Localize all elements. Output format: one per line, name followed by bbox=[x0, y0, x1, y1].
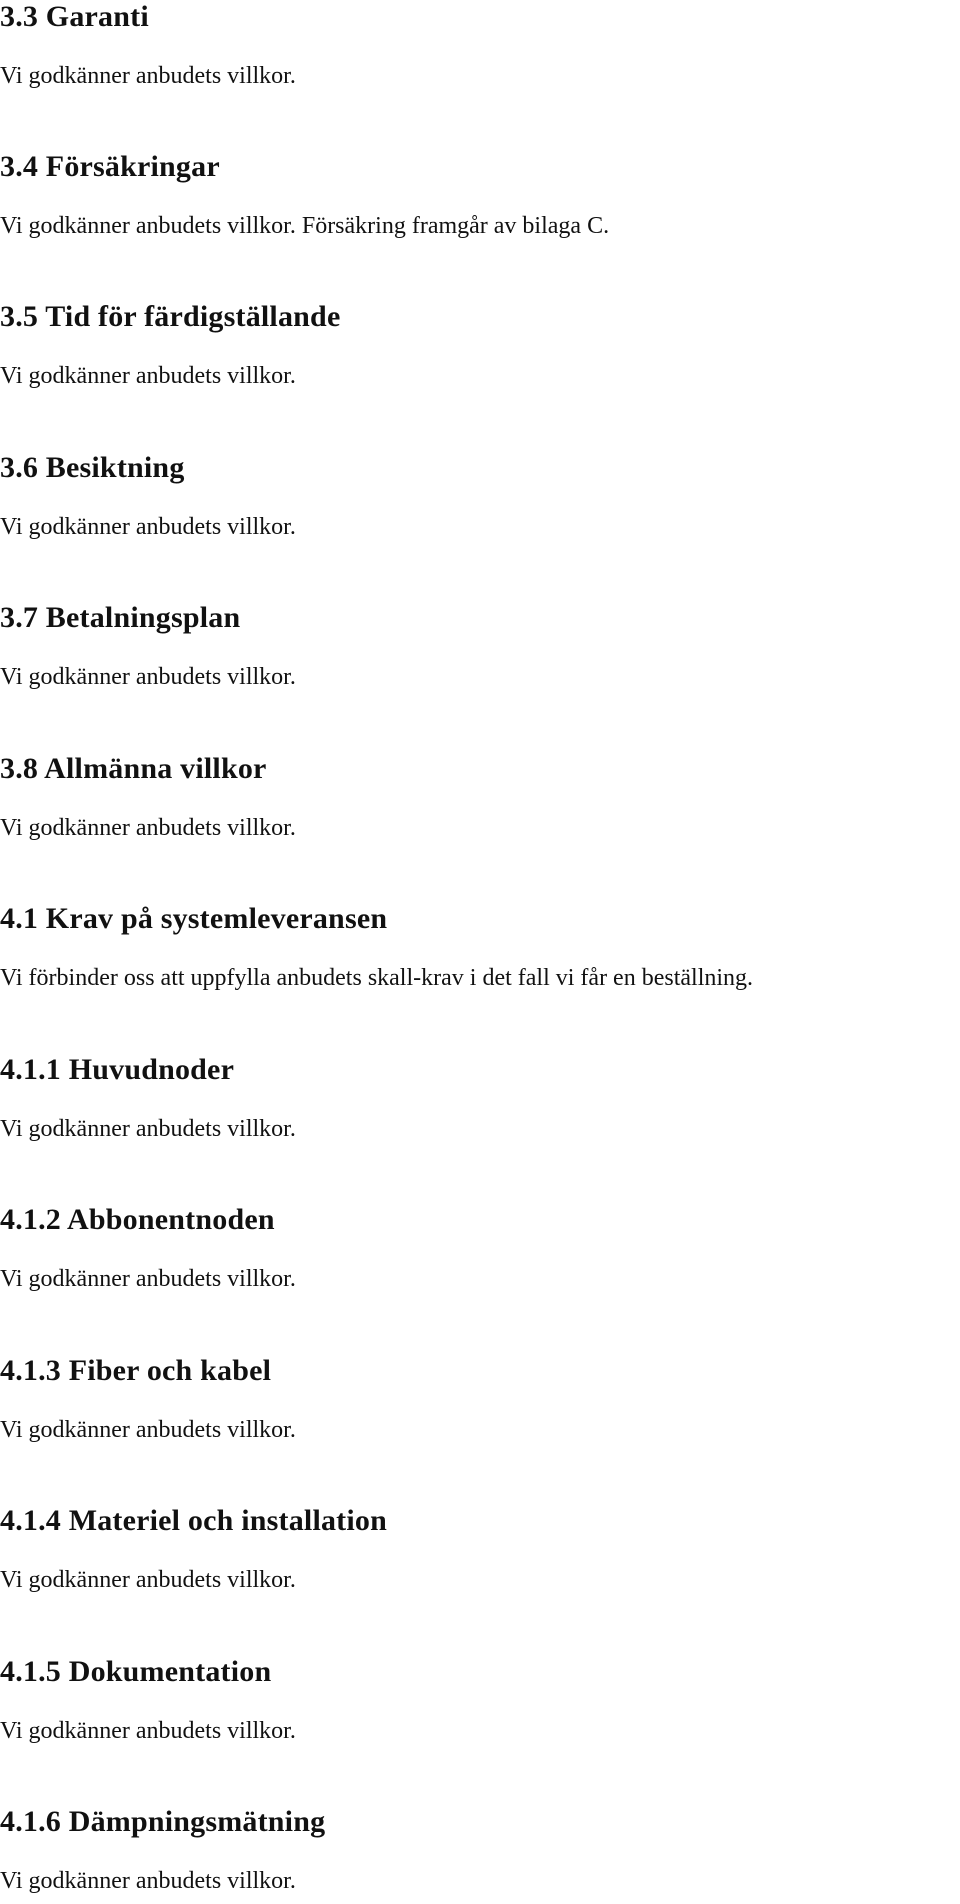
section-heading: 3.5 Tid för färdigställande bbox=[0, 300, 341, 333]
section-text: Vi godkänner anbudets villkor. bbox=[0, 1868, 296, 1894]
section-text: Vi godkänner anbudets villkor. Försäkring framgår av bilaga C. bbox=[0, 213, 610, 239]
section-heading: 4.1.6 Dämpningsmätning bbox=[0, 1805, 326, 1838]
section-text: Vi godkänner anbudets villkor. bbox=[0, 815, 296, 841]
section-text: Vi godkänner anbudets villkor. bbox=[0, 514, 296, 540]
section-text: Vi godkänner anbudets villkor. bbox=[0, 63, 296, 89]
section-text: Vi godkänner anbudets villkor. bbox=[0, 1116, 296, 1142]
section-heading: 3.3 Garanti bbox=[0, 0, 149, 33]
section-text: Vi godkänner anbudets villkor. bbox=[0, 363, 296, 389]
section-text: Vi godkänner anbudets villkor. bbox=[0, 1718, 296, 1744]
section-heading: 3.4 Försäkringar bbox=[0, 150, 220, 183]
section-heading: 4.1.2 Abbonentnoden bbox=[0, 1203, 275, 1236]
section-heading: 3.8 Allmänna villkor bbox=[0, 752, 267, 785]
section-text: Vi förbinder oss att uppfylla anbudets skall-krav i det fall vi får en beställning. bbox=[0, 965, 754, 991]
section-heading: 4.1 Krav på systemleveransen bbox=[0, 902, 388, 935]
section-heading: 4.1.4 Materiel och installation bbox=[0, 1504, 387, 1537]
section-heading: 4.1.1 Huvudnoder bbox=[0, 1053, 235, 1086]
section-heading: 3.6 Besiktning bbox=[0, 451, 185, 484]
section-text: Vi godkänner anbudets villkor. bbox=[0, 664, 296, 690]
section-heading: 3.7 Betalningsplan bbox=[0, 601, 241, 634]
section-text: Vi godkänner anbudets villkor. bbox=[0, 1417, 296, 1443]
section-text: Vi godkänner anbudets villkor. bbox=[0, 1567, 296, 1593]
section-text: Vi godkänner anbudets villkor. bbox=[0, 1266, 296, 1292]
section-heading: 4.1.5 Dokumentation bbox=[0, 1655, 272, 1688]
section-heading: 4.1.3 Fiber och kabel bbox=[0, 1354, 272, 1387]
